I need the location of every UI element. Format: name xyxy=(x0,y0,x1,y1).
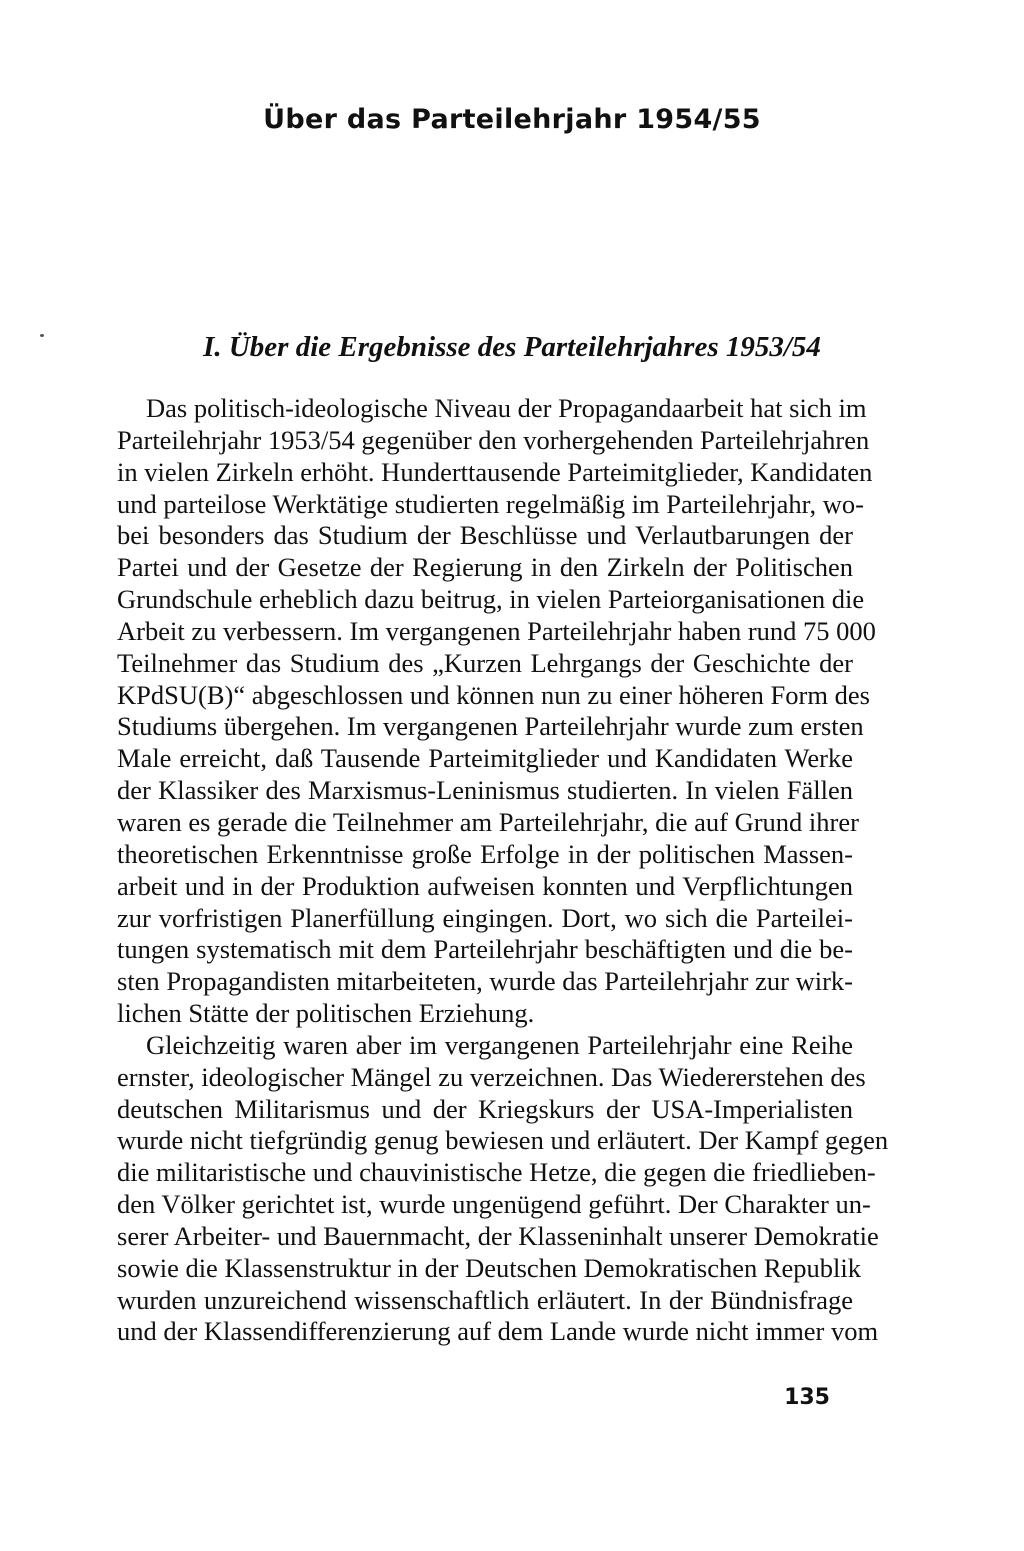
text-line: bei besonders das Studium der Beschlüsse und Verlautbarungen der xyxy=(117,520,853,551)
chapter-title: Über das Parteilehrjahr 1954/55 xyxy=(263,104,761,135)
text-line: Arbeit zu verbessern. Im vergangenen Parteilehrjahr haben rund 75 000 xyxy=(117,615,876,646)
text-line: Studiums übergehen. Im vergangenen Parteilehrjahr wurde zum ersten xyxy=(117,711,864,742)
text-line: KPdSU(B)“ abgeschlossen und können nun zu einer höheren Form des xyxy=(117,679,870,710)
text-line: sowie die Klassenstruktur in der Deutschen Demokratischen Republik xyxy=(117,1252,862,1283)
text-line: sten Propagandisten mitarbeiteten, wurde das Parteilehrjahr zur wirk- xyxy=(117,966,853,997)
text-line: und der Klassendifferenzierung auf dem Lande wurde nicht immer vom xyxy=(117,1316,879,1347)
text-line: Das politisch-ideologische Niveau der Propagandaarbeit hat sich im xyxy=(146,393,867,423)
text-line: serer Arbeiter- und Bauernmacht, der Klasseninhalt unserer Demokratie xyxy=(117,1220,879,1251)
text-line: zur vorfristigen Planerfüllung eingingen. Dort, wo sich die Parteilei- xyxy=(117,902,853,933)
body-text xyxy=(117,393,889,1348)
text-line: wurde nicht tiefgründig genug bewiesen und erläutert. Der Kampf gegen xyxy=(117,1125,889,1156)
text-line: tungen systematisch mit dem Parteilehrjahr beschäftigten und die be- xyxy=(117,934,853,965)
text-line: den Völker gerichtet ist, wurde ungenügend geführt. Der Charakter un- xyxy=(117,1189,871,1220)
text-line: Teilnehmer das Studium des „Kurzen Lehrgangs der Geschichte der xyxy=(117,647,853,678)
text-line: und parteilose Werktätige studierten regelmäßig im Parteilehrjahr, wo- xyxy=(117,488,864,519)
text-line: Parteilehrjahr 1953/54 gegenüber den vorhergehenden Parteilehrjahren xyxy=(117,424,870,455)
text-line: lichen Stätte der politischen Erziehung. xyxy=(117,998,535,1029)
text-line: Grundschule erheblich dazu beitrug, in vielen Parteiorganisationen die xyxy=(117,584,865,615)
text-line: wurden unzureichend wissenschaftlich erläutert. In der Bündnisfrage xyxy=(117,1284,853,1315)
text-line: die militaristische und chauvinistische Hetze, die gegen die friedlieben- xyxy=(117,1157,876,1188)
section-heading: I. Über die Ergebnisse des Parteilehrjahres 1953/54 xyxy=(203,331,821,363)
text-line: theoretischen Erkenntnisse große Erfolge in der politischen Massen- xyxy=(117,838,853,869)
page-number: 135 xyxy=(784,1385,830,1410)
text-line: deutschen Militarismus und der Kriegskurs der USA-Imperialisten xyxy=(117,1093,853,1124)
text-line: arbeit und in der Produktion aufweisen konnten und Verpflichtungen xyxy=(117,870,853,901)
text-line: waren es gerade die Teilnehmer am Parteilehrjahr, die auf Grund ihrer xyxy=(117,806,859,837)
text-line: Gleichzeitig waren aber im vergangenen Parteilehrjahr eine Reihe xyxy=(146,1029,853,1060)
text-line: ernster, ideologischer Mängel zu verzeichnen. Das Wiedererstehen des xyxy=(117,1061,866,1092)
text-line: in vielen Zirkeln erhöht. Hunderttausende Parteimitglieder, Kandidaten xyxy=(117,456,873,487)
text-line: Partei und der Gesetze der Regierung in den Zirkeln der Politischen xyxy=(117,552,853,583)
text-line: Male erreicht, daß Tausende Parteimitglieder und Kandidaten Werke xyxy=(117,743,853,774)
text-line: der Klassiker des Marxismus-Leninismus studierten. In vielen Fällen xyxy=(117,775,853,806)
